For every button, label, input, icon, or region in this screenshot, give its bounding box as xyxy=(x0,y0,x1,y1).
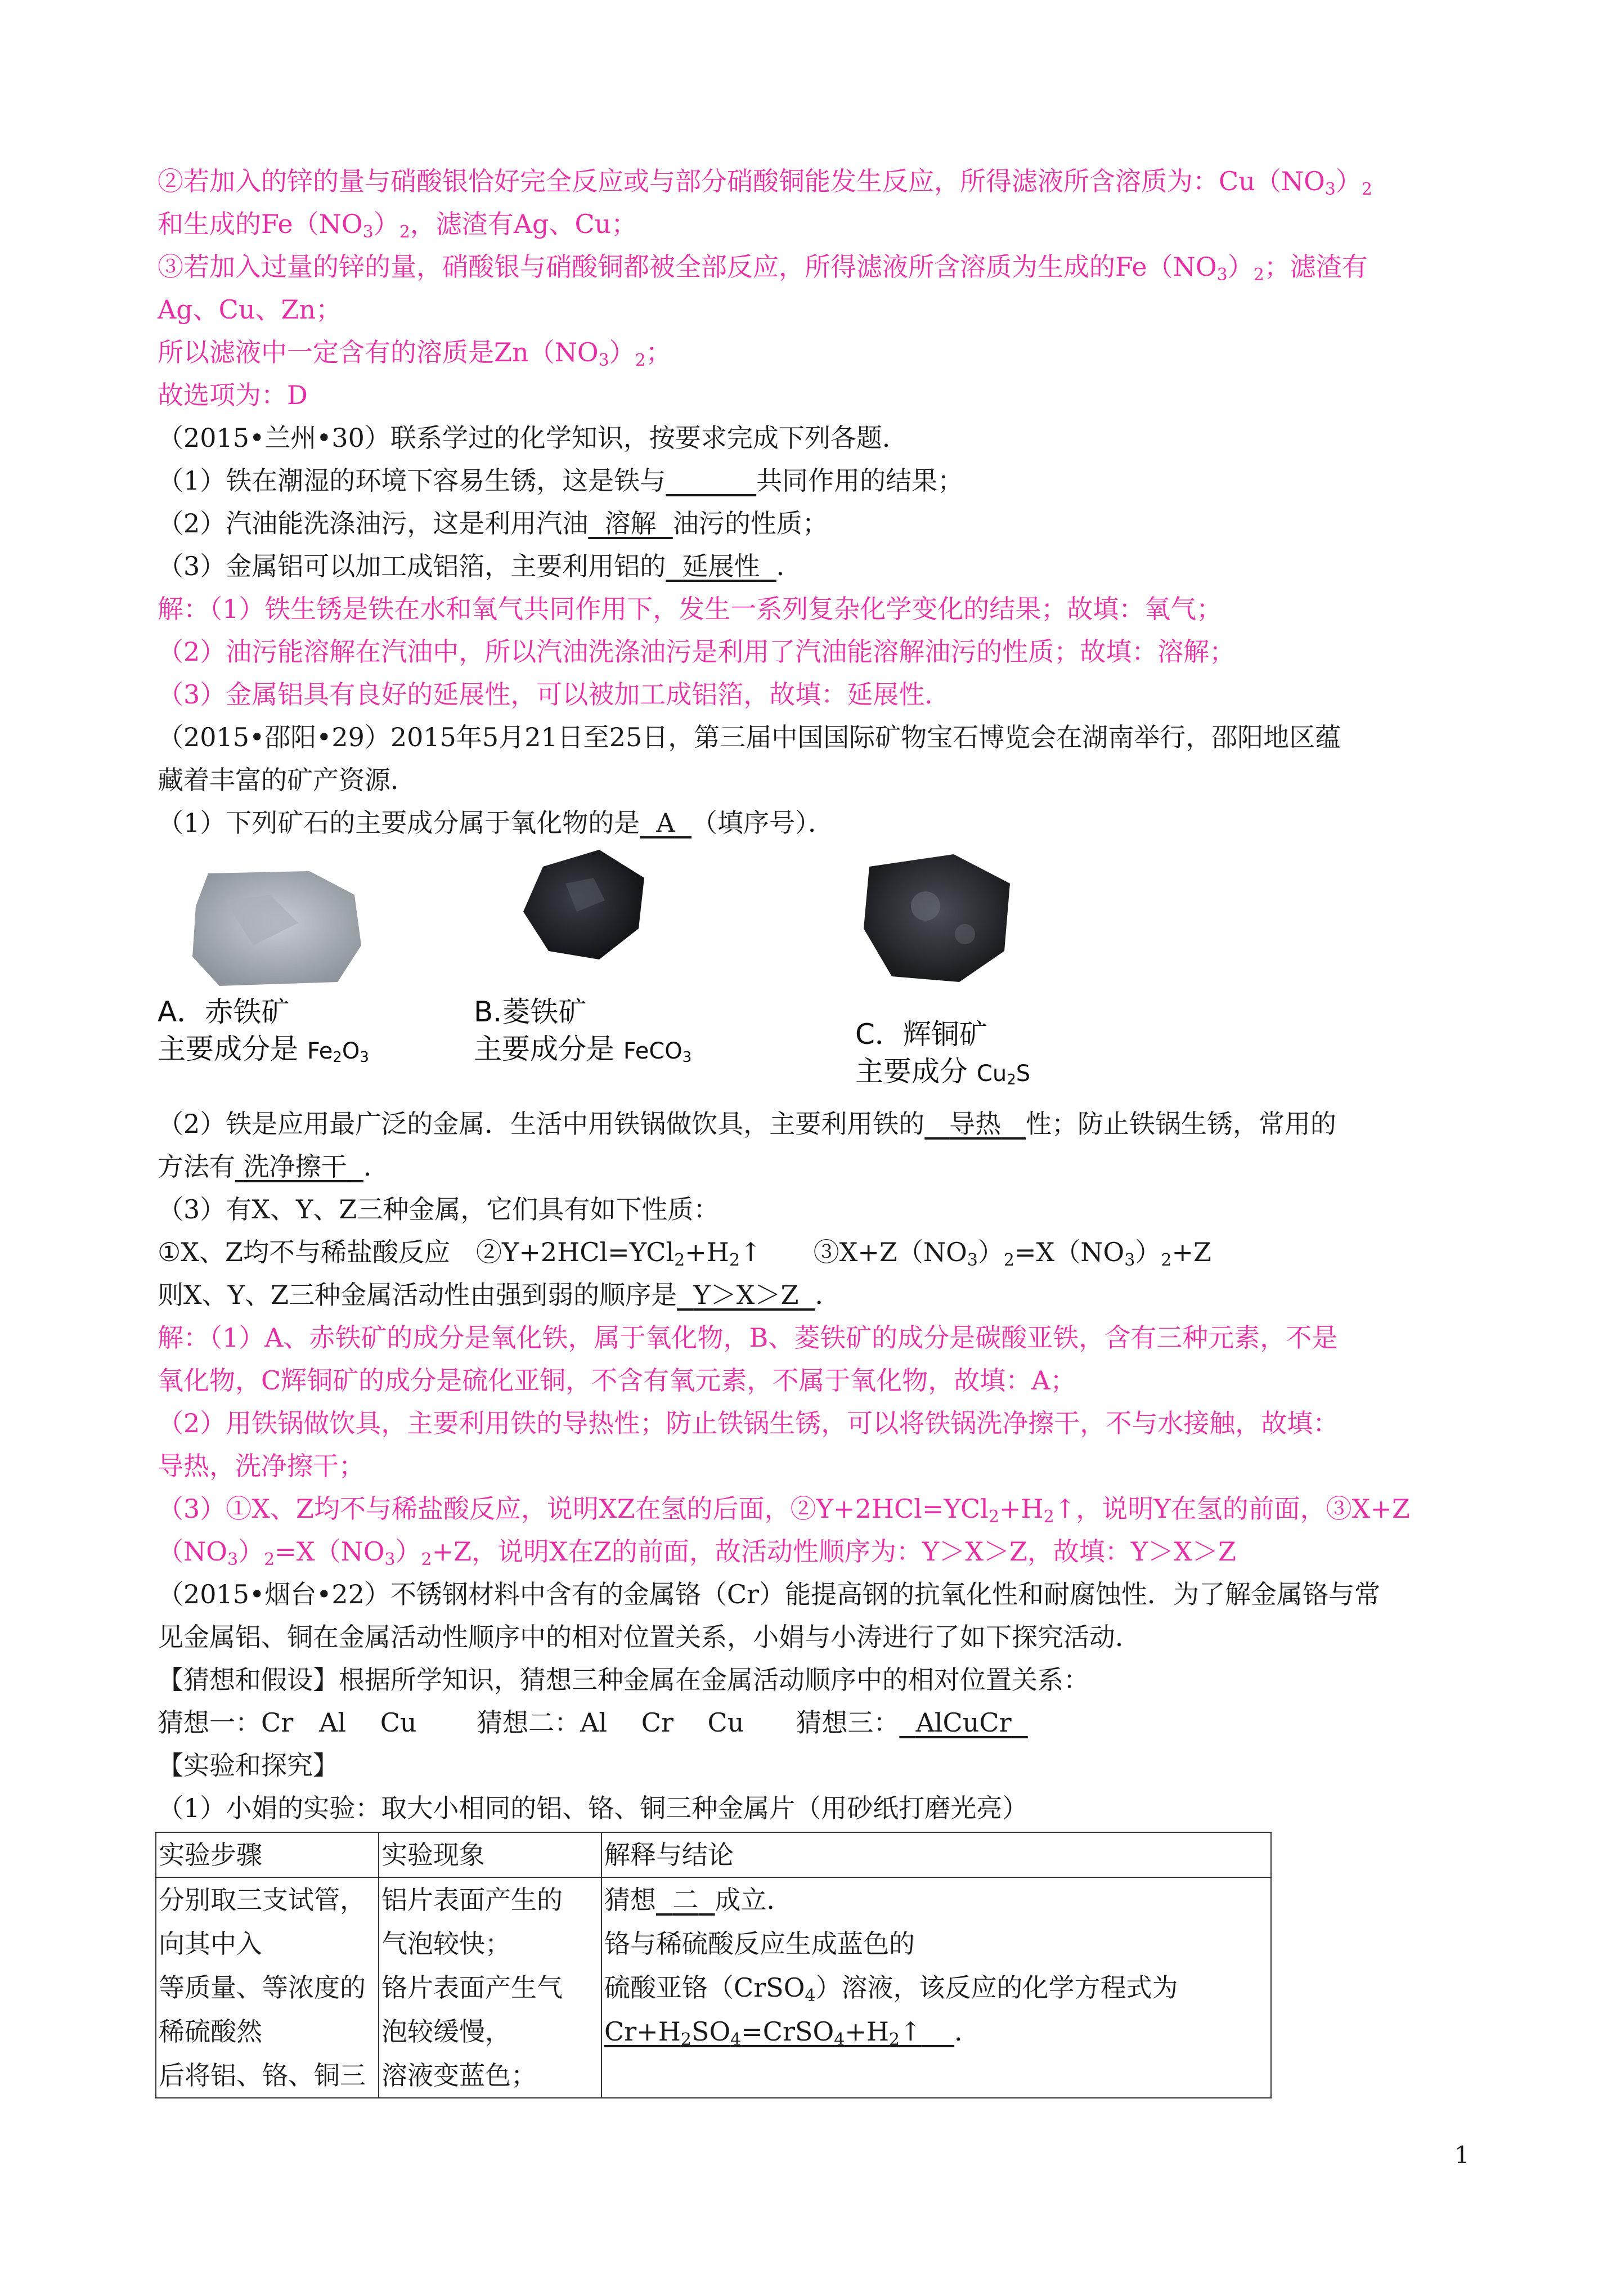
solution-line: $(NO_3)_2=X(NO_3)_2+Z$，说明X在Z的前面，故活动性顺序为：Y＞X＞Z，故填：Y＞X＞Z xyxy=(158,1536,1236,1569)
question-text: 猜想一：Cr Al Cu 猜想二：Al Cr Cu 猜想三： AlCuCr xyxy=(158,1703,1474,1742)
table-header-row xyxy=(156,1832,1271,1877)
answer-blank: A xyxy=(656,808,675,838)
question-text: （3）金属铝可以加工成铝箔，主要利用铝的 延展性 ． xyxy=(158,551,802,581)
solution-line: （2）用铁锅做饮具，主要利用铁的导热性；防止铁锅生锈，可以将铁锅洗净擦干，不与水接触，故填： xyxy=(158,1408,1339,1438)
question-text: （2015•烟台•22）不锈钢材料中含有的金属铬（Cr）能提高钢的抗氧化性和耐腐蚀性．为了解金属铬与常 xyxy=(158,1579,1381,1609)
question-text: （2）汽油能洗涤油污，这是利用汽油 溶解 油污的性质； xyxy=(158,508,828,539)
equation-answer: $Cr+H_2SO_4=CrSO_4+H_2↑$ xyxy=(604,2016,922,2050)
answer-blank: 导热 xyxy=(949,1109,1002,1139)
solution-line: 氧化物，C辉铜矿的成分是硫化亚铜，不含有氧元素，不属于氧化物，故填：A； xyxy=(158,1365,1076,1396)
table-header: 解释与结论 xyxy=(601,1832,1271,1877)
solution-line: （3）金属铝具有良好的延展性，可以被加工成铝箔，故填：延展性． xyxy=(158,679,951,710)
ore-caption-c: C．辉铜矿 主要成分 $Cu_2S$ xyxy=(855,1018,1031,1088)
answer-blank: 二 xyxy=(672,1885,699,1915)
answer-blank: 洗净擦干 xyxy=(243,1151,347,1182)
answer-line: 所以滤液中一定含有的溶质是$Zn(NO_3)_2$； xyxy=(158,337,672,370)
solution-line: 导热，洗净擦干； xyxy=(158,1451,365,1481)
question-text: 方法有 洗净擦干 ． xyxy=(158,1151,389,1182)
question-text: （2015•兰州•30）联系学过的化学知识，按要求完成下列各题． xyxy=(158,423,908,453)
answer-blank xyxy=(666,465,756,496)
question-text: 则X、Y、Z三种金属活动性由强到弱的顺序是 Y＞X＞Z ． xyxy=(158,1280,841,1310)
table-header: 实验现象 xyxy=(379,1832,601,1877)
page-number: 1 xyxy=(1454,2141,1470,2169)
solution-line: （2）油污能溶解在汽油中，所以汽油洗涤油污是利用了汽油能溶解油污的性质；故填：溶解； xyxy=(158,636,1236,667)
answer-line: 故选项为：D xyxy=(158,380,308,410)
answer-blank: AlCuCr xyxy=(915,1707,1012,1738)
ore-caption-b: B.菱铁矿 主要成分是 FeCO$_3$ xyxy=(474,995,692,1066)
question-text: （1）小娟的实验：取大小相同的铝、铬、铜三种金属片（用砂纸打磨光亮） xyxy=(158,1793,1029,1823)
question-text: （2015•邵阳•29）2015年5月21日至25日，第三届中国国际矿物宝石博览会在湖南举行，邵阳地区蕴 xyxy=(158,722,1341,752)
table-header: 实验步骤 xyxy=(156,1832,379,1877)
solution-line: 解：（1）铁生锈是铁在水和氧气共同作用下，发生一系列复杂化学变化的结果；故填：氧气； xyxy=(158,594,1223,624)
steps-cell: 分别取三支试管， 向其中入 等质量、等浓度的 稀硫酸然 后将铝、铬、铜三 xyxy=(156,1877,379,2098)
solution-line: （3）①X、Z均不与稀盐酸反应，说明XZ在氢的后面，$②Y+2HCl=YCl_2+H_2↑$，说明Y在氢的前面，③X+Z xyxy=(158,1494,1410,1527)
answer-line: ②若加入的锌的量与硝酸银恰好完全反应或与部分硝酸铜能发生反应，所得滤液所含溶质为：$Cu(NO_3)_2$ xyxy=(158,166,1372,199)
table-row xyxy=(156,1877,1271,2098)
answer-blank: Y＞X＞Z xyxy=(693,1280,799,1310)
answer-blank: 溶解 xyxy=(604,508,657,539)
question-text: （2）铁是应用最广泛的金属．生活中用铁锅做饮具，主要利用铁的 导热 性；防止铁锅生锈，常用的 xyxy=(158,1109,1337,1139)
conclusion-cell: 猜想 二 成立． 铬与稀硫酸反应生成蓝色的 硫酸亚铬（CrSO$_4$）溶液，该反应的化学方程式为 $Cr+H_2SO_4=CrSO_4+H_2↑$ ． xyxy=(601,1877,1271,2098)
question-text: ①X、Z均不与稀盐酸反应 $②Y+2HCl=YCl_2+H_2↑$ $③X+Z(NO_3)_2=X(NO_3)_2+Z$ xyxy=(158,1237,1211,1270)
ore-caption-a: A．赤铁矿 主要成分是 $Fe_2O_3$ xyxy=(158,995,369,1066)
hematite-ore-image xyxy=(186,861,371,990)
question-text: 【实验和探究】 xyxy=(158,1750,339,1781)
question-text: 见金属铝、铜在金属活动性顺序中的相对位置关系，小娟与小涛进行了如下探究活动． xyxy=(158,1622,1141,1652)
question-text: （1）下列矿石的主要成分属于氧化物的是 A （填序号）． xyxy=(158,808,834,838)
siderite-ore-image xyxy=(515,844,661,968)
chalcocite-ore-image xyxy=(852,844,1021,990)
experiment-table xyxy=(155,1832,1272,2098)
question-text: 藏着丰富的矿产资源． xyxy=(158,765,416,795)
answer-blank: 延展性 xyxy=(682,551,760,581)
question-text: （3）有X、Y、Z三种金属，它们具有如下性质： xyxy=(158,1194,720,1225)
answer-line: Ag、Cu、Zn； xyxy=(158,294,342,325)
answer-line: 和生成的$Fe(NO_3)_2$，滤渣有Ag、Cu； xyxy=(158,209,637,242)
question-text: 【猜想和假设】根据所学知识，猜想三种金属在金属活动顺序中的相对位置关系： xyxy=(158,1665,1089,1695)
solution-line: 解：（1）A、赤铁矿的成分是氧化铁，属于氧化物，B、菱铁矿的成分是碳酸亚铁，含有三种元素，不是 xyxy=(158,1322,1338,1353)
question-text: （1）铁在潮湿的环境下容易生锈，这是铁与 共同作用的结果； xyxy=(158,465,964,496)
answer-line: ③若加入过量的锌的量，硝酸银与硝酸铜都被全部反应，所得滤液所含溶质为生成的$Fe(NO_3)_2$；滤渣有 xyxy=(158,252,1368,285)
observations-cell: 铝片表面产生的 气泡较快； 铬片表面产生气 泡较缓慢， 溶液变蓝色； xyxy=(379,1877,601,2098)
